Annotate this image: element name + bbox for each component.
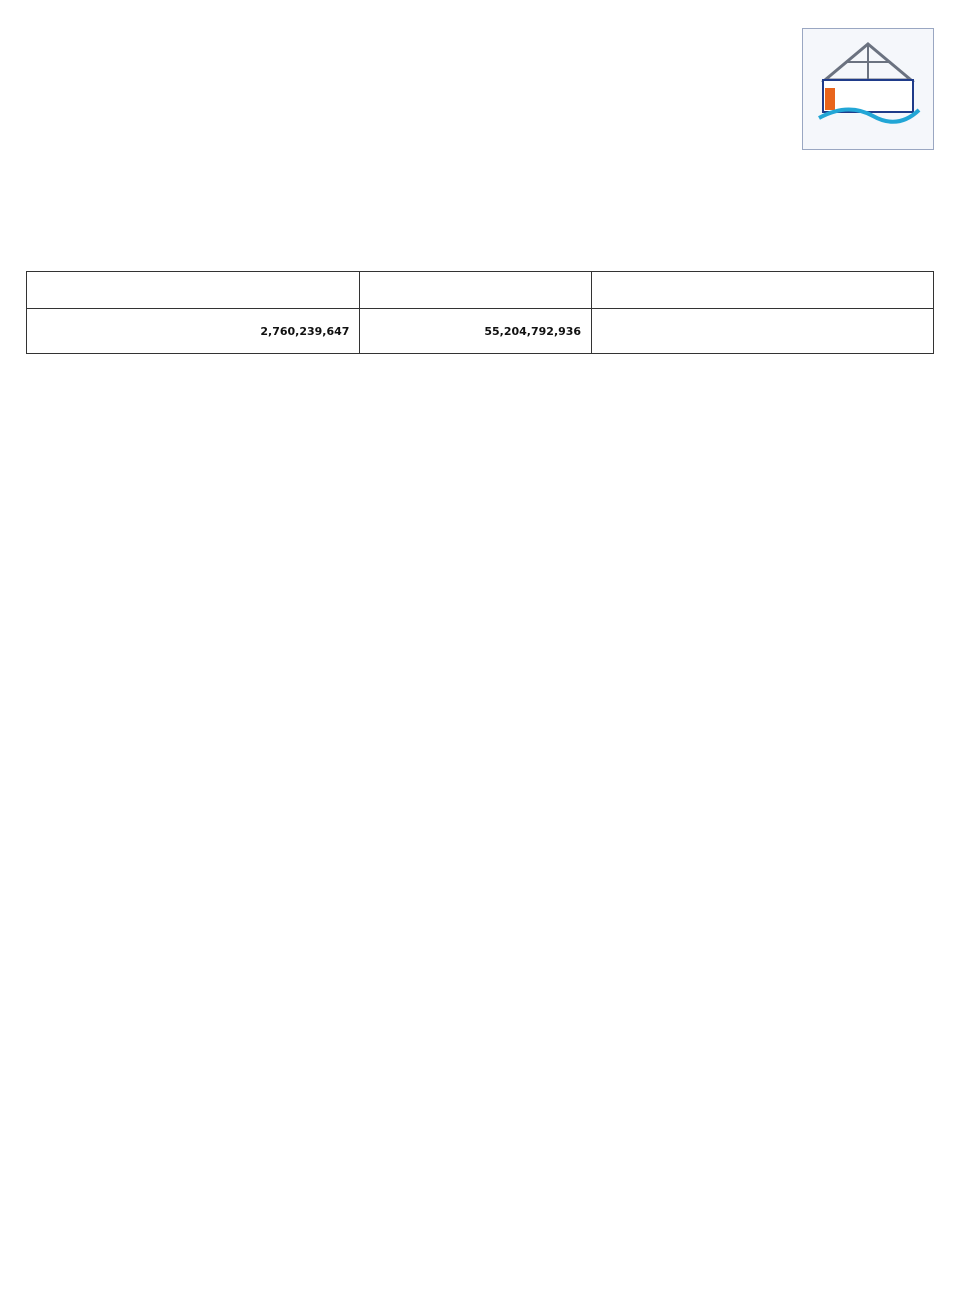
condition-paragraph (26, 442, 934, 462)
condition-paragraph (26, 502, 934, 522)
signatory-name (26, 836, 934, 888)
condition-paragraph (26, 422, 934, 442)
notice-header (26, 20, 934, 200)
condition-paragraph (26, 602, 934, 622)
signature-block (26, 836, 934, 940)
condition-paragraph (26, 722, 934, 742)
header-guarantee-amount (27, 272, 360, 309)
cell-project-title (592, 309, 934, 354)
conditions-body (26, 362, 934, 822)
condition-paragraph (26, 542, 934, 562)
condition-paragraph (26, 462, 934, 482)
notice-title (26, 20, 802, 28)
cell-guarantee-amount: 2,760,239,647 (27, 309, 360, 354)
municipality-logo (802, 28, 934, 150)
condition-paragraph (26, 522, 934, 542)
condition-paragraph (26, 702, 934, 722)
condition-paragraph (26, 562, 934, 582)
subject-line (26, 244, 934, 265)
tender-notice (26, 20, 934, 1278)
condition-paragraph (26, 402, 934, 422)
condition-paragraph (26, 582, 934, 602)
header-initial-estimate (360, 272, 592, 309)
condition-paragraph (26, 802, 934, 822)
signatory-title (26, 888, 934, 940)
table-header-row (27, 272, 934, 309)
header-project-title (592, 272, 934, 309)
tender-table (26, 271, 934, 354)
condition-paragraph (26, 742, 934, 762)
table-row (27, 309, 934, 354)
condition-paragraph (26, 642, 934, 662)
cell-initial-estimate: 55,204,792,936 (360, 309, 592, 354)
condition-paragraph (26, 762, 934, 782)
condition-paragraph (26, 622, 934, 642)
condition-paragraph (26, 382, 934, 402)
condition-paragraph (26, 362, 934, 382)
intro-paragraph (26, 200, 934, 242)
municipality-logo-icon (813, 40, 923, 124)
condition-paragraph (26, 782, 934, 802)
condition-paragraph (26, 662, 934, 682)
condition-paragraph (26, 482, 934, 502)
condition-paragraph (26, 682, 934, 702)
